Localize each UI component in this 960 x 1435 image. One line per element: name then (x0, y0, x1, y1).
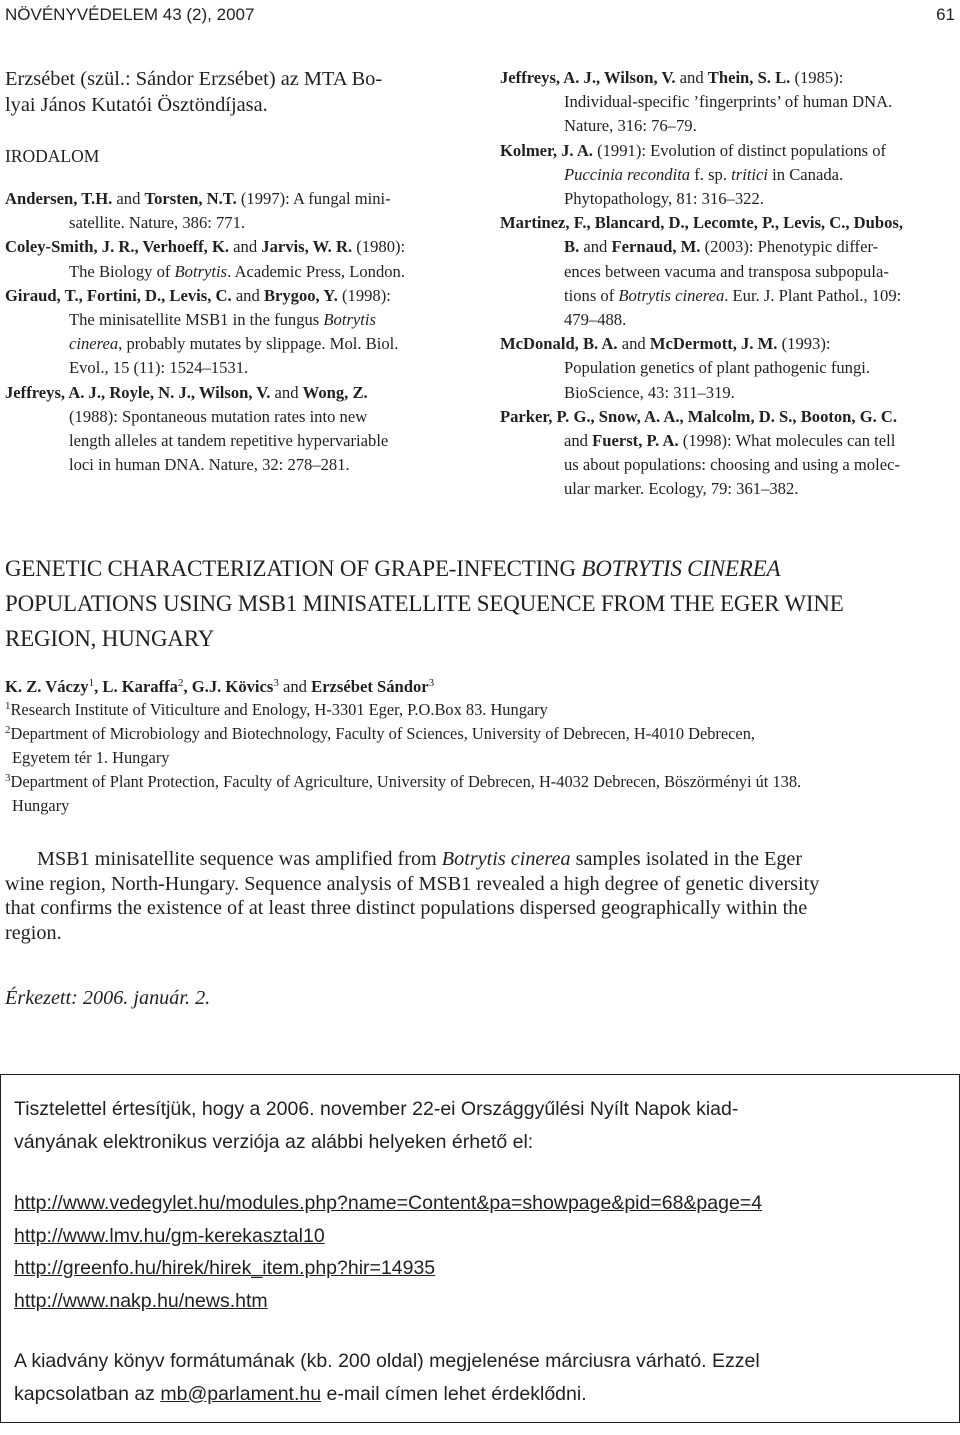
reference-item: Kolmer, J. A. (1991): Evolution of distinct populations of Puccinia recondita f. sp. tritici in Canada. Phytopathology, 81: 316–322. (500, 140, 887, 209)
link[interactable]: http://www.nakp.hu/news.htm (14, 1289, 268, 1312)
received-date: Érkezett: 2006. január. 2. (5, 987, 211, 1009)
right-column (500, 66, 956, 502)
notice-box (0, 1074, 960, 1423)
ack-line: Erzsébet (szül.: Sándor Erzsébet) az MTA Bo- (5, 68, 383, 90)
reference-item: Jeffreys, A. J., Royle, N. J., Wilson, V. and Wong, Z. (1988): Spontaneous mutation rates into new length alleles at tandem repetitive hypervariable loci in human DNA. Nature, 32: 278–281. (5, 382, 389, 475)
link[interactable]: http://www.vedegylet.hu/modules.php?name=Content&pa=showpage&pid=68&page=4 (14, 1192, 763, 1214)
notice-intro: Tisztelettel értesítjük, hogy a 2006. november 22-ei Országgyűlési Nyílt Napok kiad- ványának elektronikus verziója az alábbi helyeken érhető el: (14, 1098, 739, 1153)
affiliation-3: $^3$Department of Plant Protection, Faculty of Agriculture, University of Debrecen, H-4032 Debrecen, Böszörményi út 138. (5, 772, 802, 791)
email-link[interactable]: mb@parlament.hu (160, 1382, 322, 1405)
page-number: 61 (936, 5, 955, 24)
notice-links (14, 1187, 949, 1317)
reference-item: Jeffreys, A. J., Wilson, V. and Thein, S. L. (1985): Individual-specific ’fingerprints’ of human DNA. Nature, 316: 76–79. (500, 68, 893, 136)
reference-item: McDonald, B. A. and McDermott, J. M. (1993): Population genetics of plant pathogenic fungi. BioScience, 43: 311–319. (500, 334, 870, 402)
reference-item: Coley-Smith, J. R., Verhoeff, K. and Jarvis, W. R. (1980): The Biology of Botrytis. Academic Press, London. (5, 237, 406, 281)
abstract: MSB1 minisatellite sequence was amplified from Botrytis cinerea samples isolated in the Eger wine region, North-Hungary. Sequence analysis of MSB1 revealed a high degree of genetic diversity that confirms the existence of at least three distinct populations dispersed geographically within the region. (5, 848, 820, 944)
link[interactable]: http://greenfo.hu/hirek/hirek_item.php?hir=14935 (14, 1257, 436, 1279)
reference-item: Martinez, F., Blancard, D., Lecomte, P., Levis, C., Dubos, B. and Fernaud, M. (2003): Phenotypic differ- ences between vacuma and transposa subpopula- tions of Botrytis cinerea. Eur. J. Plant Pathol., 109: 479–488. (500, 213, 903, 330)
affiliation-2-cont: Egyetem tér 1. Hungary (12, 748, 170, 767)
left-column (5, 66, 460, 477)
reference-item: Giraud, T., Fortini, D., Levis, C. and Brygoo, Y. (1998): The minisatellite MSB1 in the fungus Botrytis cinerea, probably mutates by slippage. Mol. Biol. Evol., 15 (11): 1524–1531. (5, 285, 399, 378)
notice-footer: A kiadvány könyv formátumának (kb. 200 oldal) megjelenése márciusra várható. Ezzel kapcsolatban az mb@parlament.hu e-mail címen lehet érdeklődni. (14, 1350, 760, 1405)
affiliation-3-cont: Hungary (12, 796, 70, 815)
affiliation-1: $^1$Research Institute of Viticulture and Enology, H-3301 Eger, P.O.Box 83. Hungary (5, 700, 548, 719)
link[interactable]: http://www.lmv.hu/gm-kerekasztal10 (14, 1224, 325, 1247)
running-header (5, 4, 955, 26)
reference-list (5, 187, 460, 477)
section-heading: IRODALOM (5, 146, 100, 166)
ack-line: lyai János Kutatói Ösztöndíjasa. (5, 94, 268, 116)
acknowledgement (5, 66, 460, 118)
reference-item: Parker, P. G., Snow, A. A., Malcolm, D. S., Booton, G. C. and Fuerst, P. A. (1998): What molecules can tell us about populations: choosing and using a molec- ular marker. Ecology, 79: 361–382. (500, 406, 900, 499)
reference-item: Andersen, T.H. and Torsten, N.T. (1997): A fungal mini- satellite. Nature, 386: 771. (5, 189, 391, 233)
affiliations (5, 698, 957, 818)
author-line: K. Z. Váczy$^1$, L. Karaffa$^2$, G.J. Kövics$^3$ and Erzsébet Sándor$^3$ (5, 677, 435, 696)
affiliation-2: $^2$Department of Microbiology and Biotechnology, Faculty of Sciences, University of Debrecen, H-4010 Debrecen, (5, 724, 755, 743)
article-title: GENETIC CHARACTERIZATION OF GRAPE-INFECTING BOTRYTIS CINEREA POPULATIONS USING MSB1 MINISATELLITE SEQUENCE FROM THE EGER WINE REGION, HUNGARY (5, 556, 844, 651)
journal-info: NÖVÉNYVÉDELEM 43 (2), 2007 (5, 5, 255, 24)
